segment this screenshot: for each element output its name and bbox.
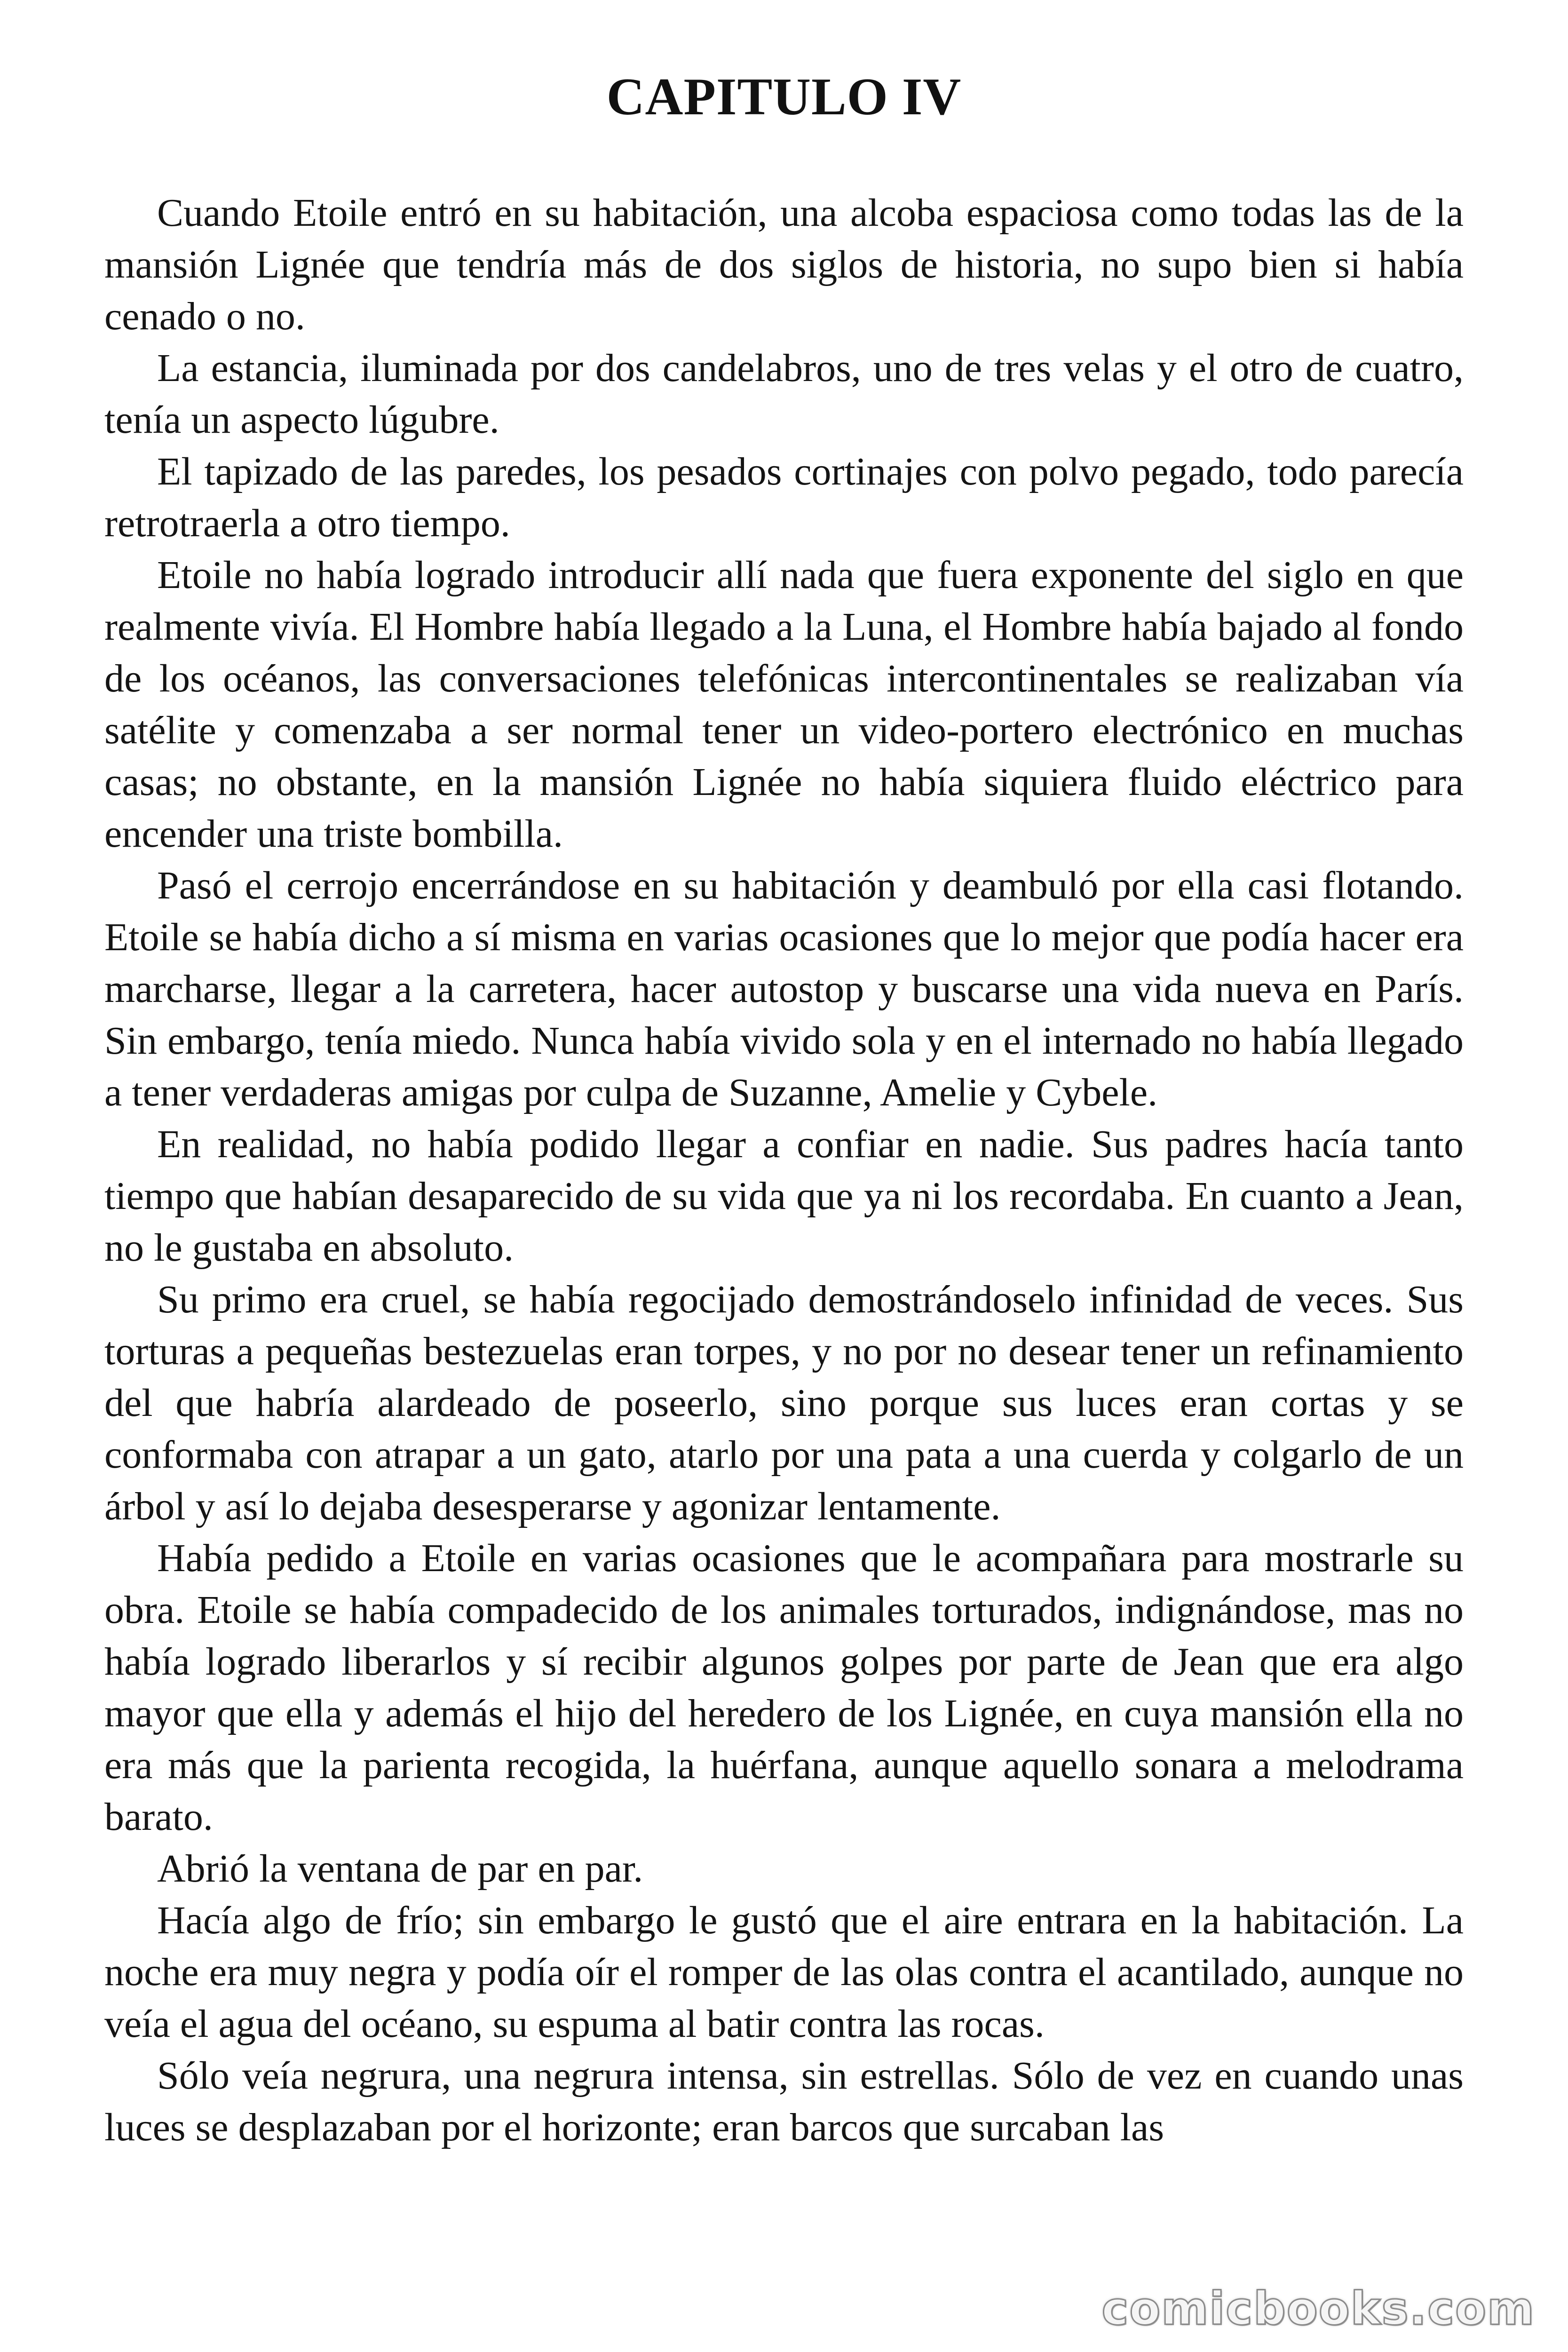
paragraph: Su primo era cruel, se había regocijado demostrándoselo infinidad de veces. Sus torturas a pequeñas bestezuelas eran torpes, y no por no desear tener un refinamiento del que habría alardeado de poseerlo, sino porque sus luces eran cortas y se conformaba con atrapar a un gato, atarlo por una pata a una cuerda y colgarlo de un árbol y así lo dejaba desesperarse y agonizar lentamente. xyxy=(104,1278,1464,1528)
paragraph: Había pedido a Etoile en varias ocasiones que le acompañara para mostrarle su obra. Etoile se había compadecido de los animales torturados, indignándose, mas no había logrado liberarlos y sí recibir algunos golpes por parte de Jean que era algo mayor que ella y además el hijo del heredero de los Lignée, en cuya mansión ella no era más que la parienta recogida, la huérfana, aunque aquello sonara a melodrama barato. xyxy=(104,1536,1464,1839)
paragraph: Cuando Etoile entró en su habitación, una alcoba espaciosa como todas las de la mansión Lignée que tendría más de dos siglos de historia, no supo bien si había cenado o no. xyxy=(104,191,1464,338)
chapter-title: CAPITULO IV xyxy=(606,68,962,126)
paragraph: Etoile no había logrado introducir allí nada que fuera exponente del siglo en que realmente vivía. El Hombre había llegado a la Luna, el Hombre había bajado al fondo de los océanos, las conversaciones telefónicas intercontinentales se realizaban vía satélite y comenzaba a ser normal tener un video-portero electrónico en muchas casas; no obstante, en la mansión Lignée no había siquiera fluido eléctrico para encender una triste bombilla. xyxy=(104,553,1464,856)
paragraph: Hacía algo de frío; sin embargo le gustó que el aire entrara en la habitación. La noche era muy negra y podía oír el romper de las olas contra el acantilado, aunque no veía el agua del océano, su espuma al batir contra las rocas. xyxy=(104,1899,1464,2046)
chapter-body xyxy=(104,187,1464,2153)
paragraph: La estancia, iluminada por dos candelabros, uno de tres velas y el otro de cuatro, tenía un aspecto lúgubre. xyxy=(104,346,1464,442)
paragraph: El tapizado de las paredes, los pesados cortinajes con polvo pegado, todo parecía retrotraerla a otro tiempo. xyxy=(104,450,1464,545)
paragraph: Sólo veía negrura, una negrura intensa, sin estrellas. Sólo de vez en cuando unas luces se desplazaban por el horizonte; eran barcos que surcaban las xyxy=(104,2054,1464,2149)
paragraph: En realidad, no había podido llegar a confiar en nadie. Sus padres hacía tanto tiempo que habían desaparecido de su vida que ya ni los recordaba. En cuanto a Jean, no le gustaba en absoluto. xyxy=(104,1122,1464,1270)
paragraph: Abrió la ventana de par en par. xyxy=(157,1847,643,1891)
watermark-logo: comicbooks.com xyxy=(1101,2282,1535,2335)
paragraph: Pasó el cerrojo encerrándose en su habitación y deambuló por ella casi flotando. Etoile se había dicho a sí misma en varias ocasiones que lo mejor que podía hacer era marcharse, llegar a la carretera, hacer autostop y buscarse una vida nueva en París. Sin embargo, tenía miedo. Nunca había vivido sola y en el internado no había llegado a tener verdaderas amigas por culpa de Suzanne, Amelie y Cybele. xyxy=(104,864,1464,1114)
